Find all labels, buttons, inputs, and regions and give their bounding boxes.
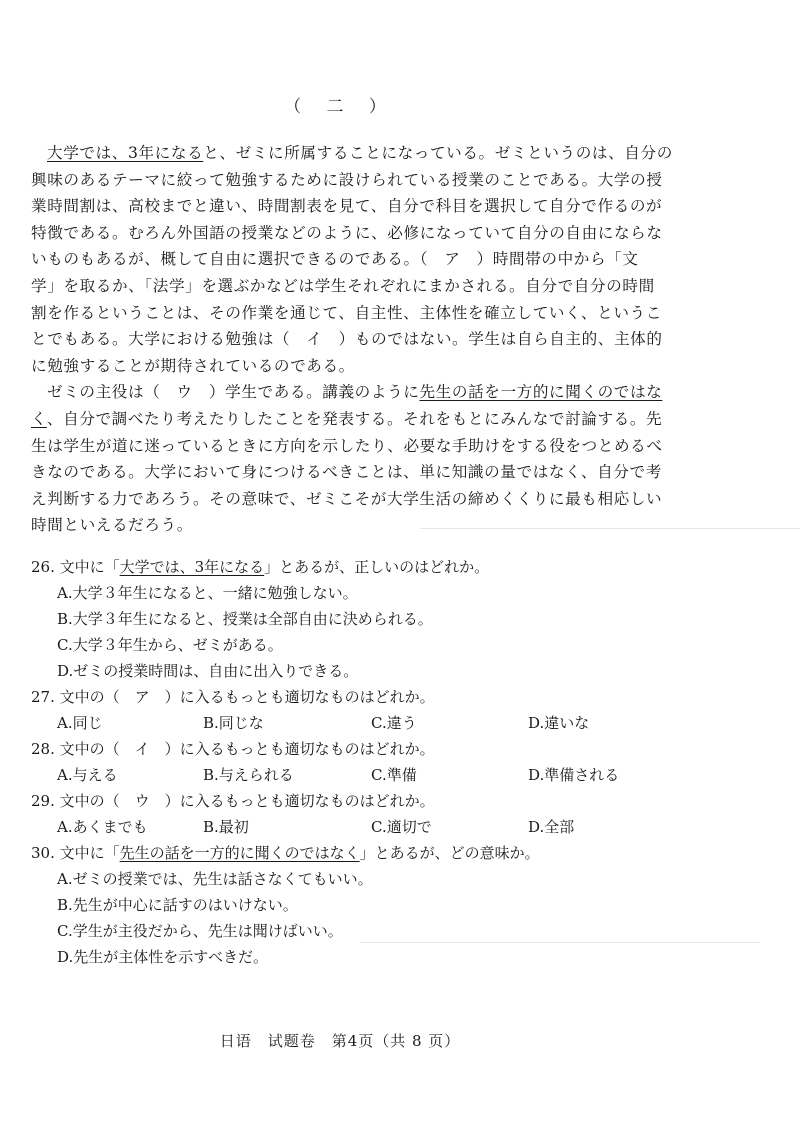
question-30-option-a: A.ゼミの授業では、先生は話さなくてもいい。 [57, 870, 373, 888]
question-text: 」とあるが、どの意味か。 [359, 844, 540, 862]
passage-line [31, 140, 671, 167]
question-text: 26. 文中に「 [31, 558, 120, 576]
passage-line: 特徴である。むろん外国語の授業などのように、必修になっていて自分の自由にならな [31, 223, 663, 242]
question-29-options [31, 814, 731, 840]
question-27-option-b: B.同じな [203, 714, 264, 732]
question-27-options [31, 710, 731, 736]
question-28-option-a: A.与える [57, 766, 118, 784]
question-underlined-quote: 先生の話を一方的に聞くのではなく [119, 844, 360, 862]
passage-text: 、自分で調べたり考えたりしたことを発表する。それをもとにみんなで討論する。先 [46, 409, 663, 428]
question-26-stem [31, 554, 731, 580]
underlined-phrase-2: 先生の話を一方的に聞くのではな [419, 383, 663, 402]
question-28-stem: 28. 文中の（ イ ）に入るもっとも適切なものはどれか。 [31, 740, 435, 758]
question-underlined-quote: 大学では、3年になる [119, 558, 265, 576]
question-26-option-b: B.大学３年生になると、授業は全部自由に決められる。 [57, 610, 433, 628]
question-27-option-d: D.違いな [528, 714, 590, 732]
passage-line [31, 406, 671, 433]
passage-line: 割を作るということは、その作業を通じて、自主性、主体性を確立していく、というこ [31, 303, 662, 322]
question-29-option-b: B.最初 [203, 818, 249, 836]
passage-line: 時間といえるだろう。 [31, 516, 193, 535]
question-28-option-d: D.準備される [528, 766, 620, 784]
question-26-option-d: D.ゼミの授業時間は、自由に出入りできる。 [57, 662, 359, 680]
underlined-phrase-2-end: く [31, 409, 47, 428]
question-27-stem: 27. 文中の（ ア ）に入るもっとも適切なものはどれか。 [31, 688, 435, 706]
passage-line: え判断する力であろう。その意味で、ゼミこそが大学生活の締めくくりに最も相応しい [31, 489, 663, 508]
passage-text: ゼミの主役は（ ウ ）学生である。講義のように [47, 383, 420, 402]
passage-line: に勉強することが期待されているのである。 [31, 356, 355, 375]
question-29-stem: 29. 文中の（ ウ ）に入るもっとも適切なものはどれか。 [31, 792, 435, 810]
question-30-option-c: C.学生が主役だから、先生は聞けばいい。 [57, 922, 343, 940]
question-28-options [31, 762, 731, 788]
question-29-option-a: A.あくまでも [57, 818, 148, 836]
question-27-option-a: A.同じ [57, 714, 103, 732]
question-28-option-c: C.準備 [371, 766, 417, 784]
question-30-stem [31, 840, 731, 866]
question-30-option-d: D.先生が主体性を示すべきだ。 [57, 948, 268, 966]
passage-line: 学」を取るか、「法学」を選ぶかなどは学生それぞれにまかされる。自分で自分の時間 [31, 276, 655, 295]
passage-line: とでもある。大学における勉強は（ イ ）ものではない。学生は自ら自主的、主体的 [31, 330, 663, 349]
question-text: 30. 文中に「 [31, 844, 120, 862]
question-27-option-c: C.違う [371, 714, 417, 732]
question-26-option-c: C.大学３年生から、ゼミがある。 [57, 636, 283, 654]
passage-line: 生は学生が道に迷っているときに方向を示したり、必要な手助けをする役をつとめるべ [31, 436, 663, 455]
question-29-option-c: C.適切で [371, 818, 432, 836]
passage-text: と、ゼミに所属することになっている。ゼミというのは、自分の [203, 144, 673, 162]
reading-passage [31, 140, 671, 539]
question-list [31, 554, 731, 970]
passage-line: いものもあるが、概して自由に選択できるのである。（ ア ）時間帯の中から「文 [31, 250, 639, 269]
page-footer: 日语 试题卷 第4页（共 8 页） [219, 1032, 461, 1050]
passage-line [31, 379, 671, 406]
question-28-option-b: B.与えられる [203, 766, 294, 784]
passage-line: 興味のあるテーマに絞って勉強するために設けられている授業のことである。大学の授 [31, 170, 663, 189]
question-26-option-a: A.大学３年生になると、一緒に勉強しない。 [57, 584, 358, 602]
section-title: （ 二 ） [284, 97, 396, 117]
passage-line: 業時間割は、高校までと違い、時間割表を見て、自分で科目を選択して自分で作るのが [31, 197, 663, 216]
passage-line: きなのである。大学において身につけるべきことは、単に知識の量ではなく、自分で考 [31, 463, 662, 482]
question-text: 」とあるが、正しいのはどれか。 [264, 558, 490, 576]
underlined-phrase-1: 大学では、3年になる [47, 144, 204, 162]
question-30-option-b: B.先生が中心に話すのはいけない。 [57, 896, 298, 914]
question-29-option-d: D.全部 [528, 818, 575, 836]
